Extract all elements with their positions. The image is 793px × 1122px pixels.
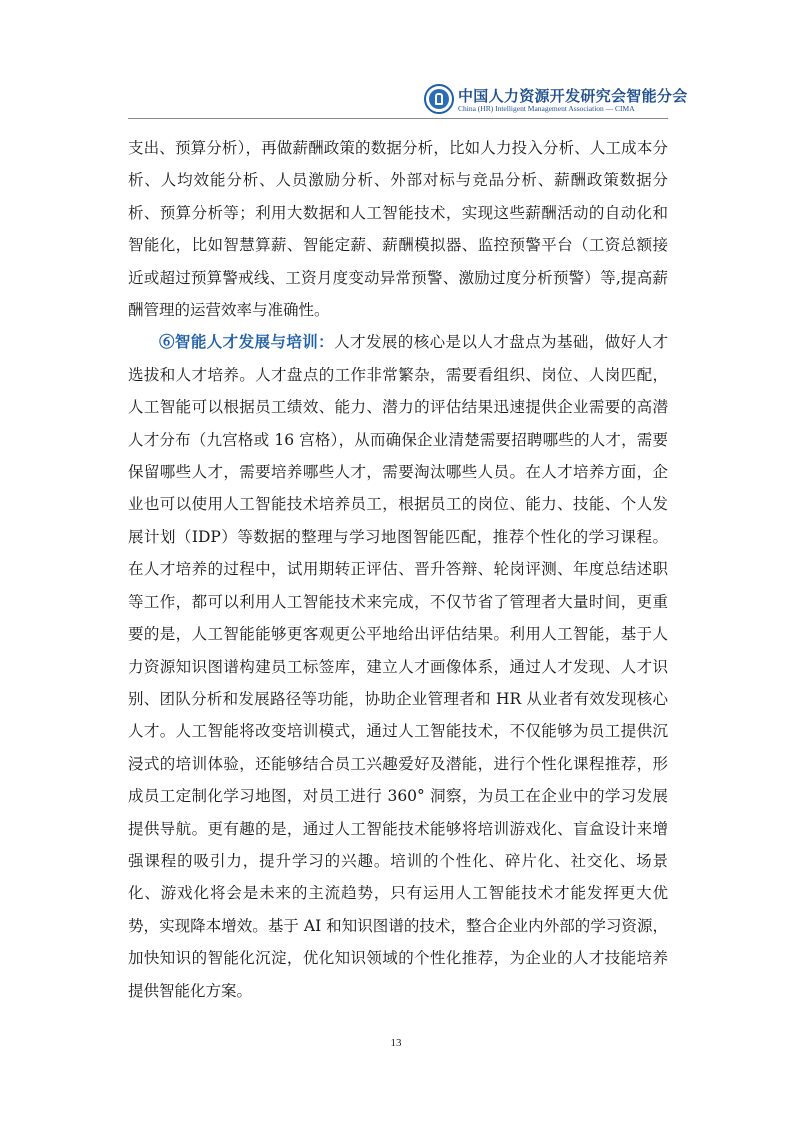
- logo-emblem: [429, 89, 449, 109]
- header-divider: [128, 118, 668, 119]
- org-name-en: China (HR) Intelligent Management Association — CIMA: [458, 104, 635, 113]
- paragraph-talent-development-text: 人才发展的核心是以人才盘点为基础，做好人才选拔和人才培养。人才盘点的工作非常繁杂，需要看组织、岗位、人岗匹配，人工智能可以根据员工绩效、能力、潜力的评估结果迅速提供企业需要的高潜人才分布（九宫格或 16 宫格），从而确保企业清楚需要招聘哪些的人才，需要保留哪些人才，需要培养哪些人才，需要淘汰哪些人员。在人才培养方面，企业也可以使用人工智能技术培养员工，根据员工的岗位、能力、技能、个人发展计划（IDP）等数据的整理与学习地图智能匹配，推荐个性化的学习课程。在人才培养的过程中，试用期转正评估、晋升答辩、轮岗评测、年度总结述职等工作，都可以利用人工智能技术来完成，不仅节省了管理者大量时间，更重要的是，人工智能能够更客观更公平地给出评估结果。利用人工智能，基于人力资源知识图谱构建员工标签库，建立人才画像体系，通过人才发现、人才识别、团队分析和发展路径等功能，协助企业管理者和 HR 从业者有效发现核心人才。人工智能将改变培训模式，通过人工智能技术，不仅能够为员工提供沉浸式的培训体验，还能够结合员工兴趣爱好及潜能，进行个性化课程推荐，形成员工定制化学习地图，对员工进行 360° 洞察，为员工在企业中的学习发展提供导航。更有趣的是，通过人工智能技术能够将培训游戏化、盲盒设计来增强课程的吸引力，提升学习的兴趣。培训的个性化、碎片化、社交化、场景化、游戏化将会是未来的主流趋势，只有运用人工智能技术才能发挥更大优势，实现降本增效。基于 AI 和知识图谱的技术，整合企业内外部的学习资源，加快知识的智能化沉淀，优化知识领域的个性化推荐，为企业的人才技能培养提供智能化方案。: [128, 333, 668, 1000]
- section-heading-talent-development: ⑥智能人才发展与培训：: [159, 332, 335, 352]
- org-name-cn: 中国人力资源开发研究会智能分会: [458, 87, 688, 105]
- page-body: [128, 132, 668, 1007]
- paragraph-salary-analysis: 支出、预算分析），再做薪酬政策的数据分析，比如人力投入分析、人工成本分析、人均效能分析、人员激励分析、外部对标与竞品分析、薪酬政策数据分析、预算分析等；利用大数据和人工智能技术，实现这些薪酬活动的自动化和智能化，比如智慧算薪、智能定薪、薪酬模拟器、监控预警平台（工资总额接近或超过预算警戒线、工资月度变动异常预警、激励过度分析预警）等,提高薪酬管理的运营效率与准确性。: [128, 139, 668, 320]
- paragraph-talent-development: [128, 326, 668, 1007]
- page-header: [0, 0, 793, 120]
- cima-logo-icon: [424, 84, 454, 114]
- page-number: 13: [390, 1037, 402, 1049]
